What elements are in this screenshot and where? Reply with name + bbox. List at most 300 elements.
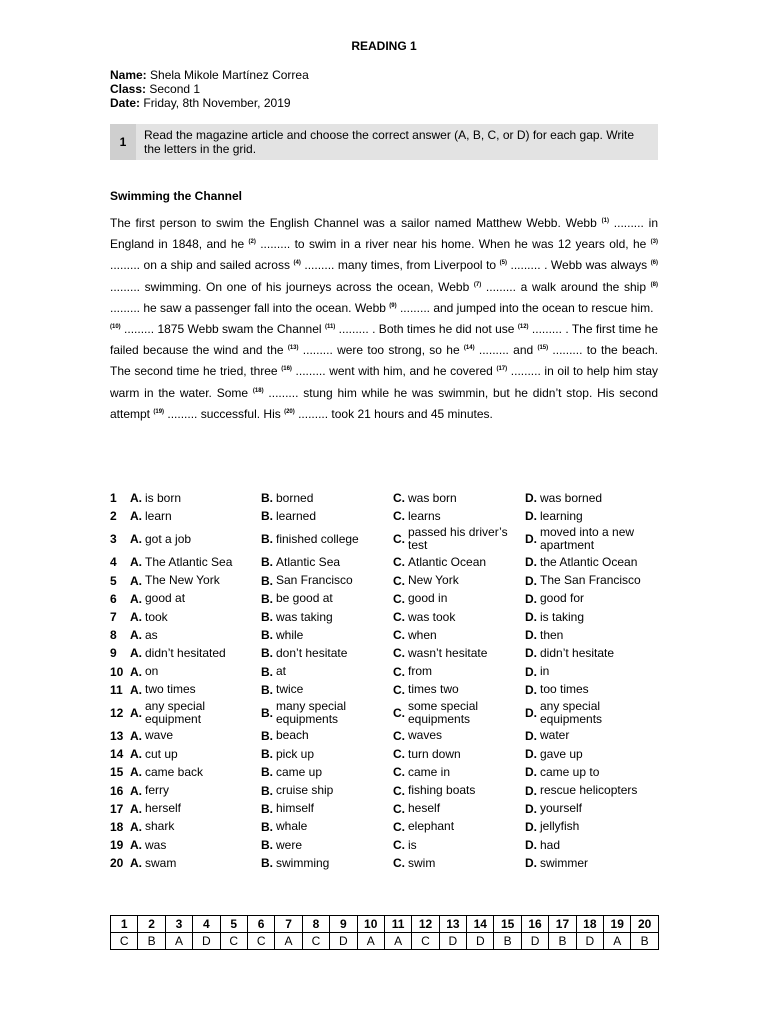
option-letter: D. [525,664,537,679]
option-b [261,784,393,798]
question-row [110,572,658,590]
option-letter: C. [393,682,405,697]
option-b [261,747,393,761]
grid-number-cell: 1 [111,916,138,933]
option-a [130,802,261,816]
option-text: any special equipments [540,698,603,726]
article-text: . Webb was always [540,258,651,273]
grid-number-cell: 20 [631,916,658,933]
option-letter: B. [261,705,273,720]
option-b [261,646,393,660]
gap-blank: ......... [481,279,516,294]
grid-number-cell: 14 [467,916,494,933]
option-text: were [276,837,303,852]
article-paragraph [110,319,658,425]
answer-grid [110,915,659,950]
option-b [261,628,393,642]
option-text: then [540,627,564,642]
article-paragraph [110,213,658,319]
option-letter: A. [130,728,142,743]
question-row [110,525,658,553]
grid-answer-cell[interactable]: A [165,933,192,950]
article-text: in England in 1848, and he [110,216,658,252]
grid-answer-cell[interactable]: B [138,933,165,950]
question-row [110,608,658,626]
question-number: 11 [110,682,123,697]
option-text: didn’t hesitate [540,645,615,660]
option-d [525,820,657,834]
question-number: 16 [110,783,124,798]
option-text: two times [145,682,196,697]
option-d [525,683,657,697]
gap-number: (17) [496,366,508,373]
option-a [130,784,261,798]
option-letter: D. [525,819,537,834]
grid-answer-cell[interactable]: C [412,933,439,950]
option-text: at [276,664,287,679]
grid-number-cell: 6 [247,916,274,933]
page-title: READING 1 [351,39,417,53]
option-letter: D. [525,856,537,871]
option-text: San Francisco [276,573,353,588]
option-letter: B. [261,646,273,661]
option-text: water [540,728,570,743]
question-row [110,727,658,745]
gap-number: (6) [650,260,659,267]
gap-number: (3) [650,239,658,246]
grid-number-cell: 5 [220,916,247,933]
option-text: many special equipments [276,698,347,726]
grid-number-cell: 3 [165,916,192,933]
option-letter: A. [130,646,142,661]
class-label: Class: [110,82,147,96]
option-d [525,628,657,642]
option-d [525,646,657,660]
option-letter: A. [130,801,142,816]
option-text: came in [408,764,451,779]
option-d [525,665,657,679]
grid-number-cell: 18 [576,916,603,933]
option-letter: B. [261,856,273,871]
option-text: good for [540,591,585,606]
option-letter: D. [525,765,537,780]
grid-answer-cell[interactable]: B [494,933,521,950]
question-number: 13 [110,728,124,743]
option-d [525,700,657,726]
article-text: went with him, and he covered [325,364,497,379]
question-number: 18 [110,819,124,834]
option-letter: B. [261,591,273,606]
option-c [393,802,525,816]
question-row [110,763,658,781]
option-text: swimming [276,855,330,870]
option-text: was took [408,609,456,624]
option-letter: D. [525,705,537,720]
grid-answer-cell[interactable]: C [111,933,138,950]
grid-answer-cell[interactable]: D [330,933,357,950]
grid-answer-cell[interactable]: A [604,933,631,950]
option-text: too times [540,682,589,697]
option-d [525,555,657,569]
option-letter: C. [393,573,405,588]
article-text: on a ship and sailed across [140,258,294,273]
option-a [130,610,261,624]
option-a [130,729,261,743]
article-text: he saw a passenger fall into the ocean. Webb [140,300,390,315]
option-text: fishing boats [408,783,476,798]
option-letter: A. [130,509,142,524]
gap-number: (8) [650,281,659,288]
option-text: got a job [145,531,192,546]
grid-answer-cell[interactable]: C [220,933,247,950]
option-c [393,526,525,552]
option-text: was [145,837,167,852]
option-text: elephant [408,819,455,834]
option-b [261,802,393,816]
grid-answer-cell[interactable]: A [384,933,411,950]
option-letter: C. [393,747,405,762]
option-a [130,628,261,642]
option-text: is born [145,490,182,505]
option-c [393,491,525,505]
question-number: 14 [110,747,124,762]
gap-blank: ......... [110,300,141,315]
option-letter: A. [130,705,142,720]
grid-number-cell: 8 [302,916,329,933]
option-text: cruise ship [276,783,334,798]
option-a [130,820,261,834]
option-text: waves [408,728,443,743]
gap-number: (15) [537,345,549,352]
option-text: is [408,837,417,852]
student-info [110,68,309,110]
option-letter: B. [261,610,273,625]
option-letter: A. [130,532,142,547]
option-letter: C. [393,705,405,720]
grid-answer-cell[interactable]: A [275,933,302,950]
option-text: swam [145,855,177,870]
option-letter: B. [261,628,273,643]
option-text: was born [408,490,457,505]
option-b [261,592,393,606]
option-b [261,665,393,679]
question-number: 19 [110,838,124,853]
question-row [110,781,658,799]
option-b [261,491,393,505]
gap-number: (18) [252,387,264,394]
grid-answer-cell[interactable]: C [302,933,329,950]
option-letter: C. [393,801,405,816]
gap-blank: ......... [110,279,141,294]
option-a [130,592,261,606]
option-letter: D. [525,591,537,606]
option-b [261,838,393,852]
option-b [261,509,393,523]
grid-answer-cell[interactable]: D [521,933,548,950]
option-c [393,610,525,624]
option-text: The Atlantic Sea [145,554,233,569]
option-text: any special equipment [145,698,206,726]
option-letter: D. [525,573,537,588]
question-number: 7 [110,610,117,625]
option-text: when [408,627,437,642]
gap-blank: ......... [474,343,509,358]
option-a [130,555,261,569]
option-c [393,784,525,798]
option-letter: D. [525,628,537,643]
article-text: stung him while he was swimmin, but he didn’t stop. His second attempt [110,385,659,421]
option-c [393,838,525,852]
option-d [525,856,657,870]
option-letter: D. [525,491,537,506]
name-line [110,68,309,82]
option-letter: C. [393,532,405,547]
option-text: whale [276,819,308,834]
option-a [130,646,261,660]
option-text: on [145,664,159,679]
option-letter: B. [261,664,273,679]
article-body [110,213,658,425]
date-line [110,96,309,110]
option-a [130,683,261,697]
article-text: many times, from Liverpool to [334,258,500,273]
option-text: don’t hesitate [276,645,348,660]
option-c [393,856,525,870]
option-text: yourself [540,801,583,816]
grid-number-cell: 10 [357,916,384,933]
option-d [525,574,657,588]
question-row [110,745,658,763]
gap-blank: ......... [608,216,644,230]
option-text: jellyfish [540,819,580,834]
option-letter: C. [393,591,405,606]
gap-blank: ......... [164,406,198,421]
article-text: . The first time he failed because the wind and the [110,322,659,358]
option-letter: C. [393,819,405,834]
grid-answer-cell[interactable]: B [631,933,658,950]
option-letter: D. [525,610,537,625]
option-text: turn down [408,746,461,761]
option-d [525,509,657,523]
question-number: 15 [110,765,124,780]
option-text: gave up [540,746,583,761]
gap-number: (14) [463,345,475,352]
option-d [525,491,657,505]
option-text: herself [145,801,182,816]
article-title: Swimming the Channel [110,189,243,203]
question-number: 5 [110,573,117,588]
question-number: 1 [110,491,117,506]
class-value: Second 1 [149,82,201,96]
option-letter: C. [393,646,405,661]
option-letter: A. [130,838,142,853]
question-number: 12 [110,705,124,720]
gap-number: (19) [153,408,165,415]
option-text: wasn’t hesitate [408,645,488,660]
option-b [261,574,393,588]
option-d [525,784,657,798]
option-text: the Atlantic Ocean [540,554,638,569]
grid-answer-cell[interactable]: D [467,933,494,950]
option-text: came up to [540,764,600,779]
question-number: 3 [110,532,117,547]
grid-answer-cell[interactable]: C [247,933,274,950]
date-label: Date: [110,96,141,110]
option-text: passed his driver’s test [408,525,508,553]
option-letter: B. [261,765,273,780]
option-c [393,729,525,743]
article-text: . Both times he did not use [368,322,518,337]
option-letter: B. [261,509,273,524]
article-text: 1875 Webb swam the Channel [154,322,325,337]
question-number: 6 [110,591,117,606]
option-text: learning [540,508,583,523]
gap-blank: ......... [263,385,299,400]
option-text: came up [276,764,323,779]
option-letter: B. [261,555,273,570]
option-letter: A. [130,664,142,679]
question-row [110,507,658,525]
grid-answer-cell[interactable]: D [193,933,220,950]
option-letter: C. [393,491,405,506]
gap-blank: ......... [110,258,141,273]
gap-number: (7) [473,281,482,288]
option-letter: D. [525,838,537,853]
gap-number: (11) [324,324,336,331]
grid-answer-cell[interactable]: A [357,933,384,950]
option-letter: D. [525,646,537,661]
option-c [393,700,525,726]
gap-number: (4) [293,260,301,267]
option-d [525,765,657,779]
option-text: moved into a new apartment [540,525,635,553]
option-text: borned [276,490,314,505]
option-d [525,747,657,761]
option-c [393,592,525,606]
gap-blank: ......... [506,258,541,273]
option-letter: C. [393,783,405,798]
option-letter: B. [261,491,273,506]
option-letter: A. [130,783,142,798]
option-text: came back [145,764,204,779]
option-c [393,574,525,588]
option-c [393,683,525,697]
option-text: pick up [276,746,315,761]
question-row [110,590,658,608]
question-number: 10 [110,664,124,679]
date-value: Friday, 8th November, 2019 [143,96,291,110]
option-text: shark [145,819,175,834]
option-text: was taking [276,609,333,624]
grid-number-cell: 9 [330,916,357,933]
option-c [393,555,525,569]
option-text: twice [276,682,304,697]
grid-number-cell: 15 [494,916,521,933]
option-letter: B. [261,801,273,816]
option-letter: B. [261,819,273,834]
question-list [110,489,658,872]
answer-grid-numbers [111,916,659,933]
option-text: finished college [276,531,359,546]
option-text: had [540,837,561,852]
option-a [130,765,261,779]
option-text: learned [276,508,317,523]
question-row [110,553,658,571]
option-text: The San Francisco [540,573,641,588]
option-letter: A. [130,628,142,643]
grid-answer-cell[interactable]: D [439,933,466,950]
option-b [261,555,393,569]
option-text: took [145,609,168,624]
option-letter: D. [525,532,537,547]
option-letter: A. [130,819,142,834]
gap-blank: ......... [291,364,326,379]
option-c [393,509,525,523]
option-letter: A. [130,555,142,570]
option-letter: D. [525,728,537,743]
option-letter: D. [525,682,537,697]
option-letter: D. [525,783,537,798]
option-c [393,820,525,834]
grid-number-cell: 7 [275,916,302,933]
option-b [261,856,393,870]
grid-number-cell: 11 [384,916,411,933]
option-c [393,665,525,679]
option-text: learn [145,508,172,523]
question-row [110,626,658,644]
option-d [525,838,657,852]
option-letter: C. [393,664,405,679]
question-row [110,800,658,818]
option-d [525,592,657,606]
option-text: good at [145,591,186,606]
article-text: and [508,343,538,358]
option-a [130,838,261,852]
question-row [110,699,658,727]
article-text: successful. His [197,406,285,421]
gap-blank: ......... [300,258,335,273]
option-text: himself [276,801,315,816]
article-text: to the beach. The second time he tried, three [110,343,659,379]
question-number: 8 [110,628,117,643]
option-text: was borned [540,490,603,505]
option-letter: B. [261,747,273,762]
grid-answer-cell[interactable]: D [576,933,603,950]
article-text: a walk around the ship [515,279,651,294]
option-letter: B. [261,532,273,547]
instruction-box [110,124,658,160]
option-text: in [540,664,550,679]
option-c [393,765,525,779]
question-number: 4 [110,555,117,570]
option-letter: B. [261,573,273,588]
option-letter: D. [525,555,537,570]
option-letter: C. [393,838,405,853]
option-text: swimmer [540,855,588,870]
article-text: were too strong, so he [332,343,464,358]
option-letter: C. [393,509,405,524]
grid-number-cell: 16 [521,916,548,933]
option-letter: D. [525,801,537,816]
gap-blank: ......... [335,322,369,337]
option-text: Atlantic Ocean [408,554,487,569]
question-row [110,681,658,699]
option-letter: C. [393,728,405,743]
option-a [130,856,261,870]
grid-answer-cell[interactable]: B [549,933,576,950]
gap-blank: ......... [396,300,430,315]
gap-number: (12) [517,324,529,331]
